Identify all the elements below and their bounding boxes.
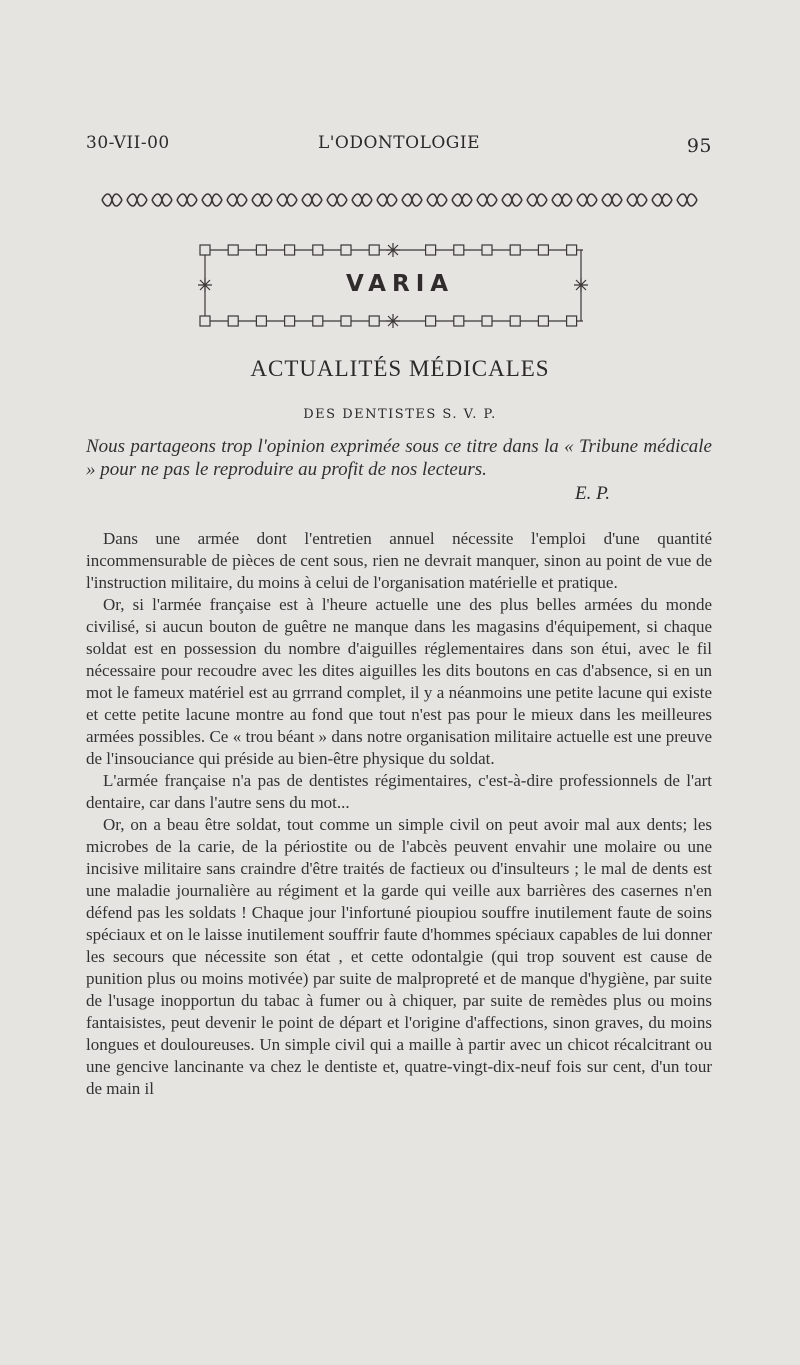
ornament-knot <box>227 194 247 206</box>
ornament-knot <box>202 194 222 206</box>
frame-square-motif <box>313 245 323 255</box>
running-head <box>86 133 712 159</box>
ornament-knot <box>627 194 647 206</box>
frame-square-motif <box>341 316 351 326</box>
ornament-knot <box>527 194 547 206</box>
ornament-knot <box>677 194 697 206</box>
ornament-knot <box>577 194 597 206</box>
frame-square-motif <box>200 316 210 326</box>
frame-star-motif <box>386 243 400 257</box>
frame-square-motif <box>426 245 436 255</box>
frame-square-motif <box>567 245 577 255</box>
ornament-knot <box>302 194 322 206</box>
frame-square-motif <box>285 245 295 255</box>
paragraph: Dans une armée dont l'entretien annuel nécessite l'emploi d'une quantité incommensurable de pièces de cent sous, rien ne devrait manquer, sinon au point de vue de l'instruction militaire, du moins à celui de l'organisation matérielle et pratique. <box>86 529 712 592</box>
ornament-knot <box>602 194 622 206</box>
frame-star-motif <box>386 314 400 328</box>
ornament-knot <box>177 194 197 206</box>
paragraph: Or, on a beau être soldat, tout comme un simple civil on peut avoir mal aux dents; les microbes de la carie, de la périostite ou de l'abcès peuvent envahir une molaire ou une incisive militaire sans craindre d'être traités de factieux ou d'insulteurs ; le mal de dents est une maladie journalière au régiment et la garde qui veille aux barrières des casernes n'en défend pas les soldats ! Chaque jour l'infortuné pioupiou souffre inutilement faute de soins spéciaux et on le laisse inutilement souffrir faute d'hommes spéciaux capables de lui donner les secours que nécessite son état , et cette odontalgie (qui trop souvent est cause de punition plus ou moins motivée) par suite de malpropreté et de manque d'hygiène, par suite de l'usage inopportun du tabac à fumer ou à chiquer, par suite de remèdes plus ou moins fantaisistes, peut devenir le point de départ et l'origine d'affections, sinon graves, du moins longues et douloureuses. Un simple civil qui a maille à partir avec un chicot récalcitrant ou une gencive lancinante va chez le dentiste et, quatre-vingt-dix-neuf fois sur cent, d'un tour de main il <box>86 815 712 1098</box>
ornament-knot <box>377 194 397 206</box>
frame-square-motif <box>426 316 436 326</box>
ornament-knot <box>277 194 297 206</box>
article-subtitle: DES DENTISTES S. V. P. <box>303 407 497 422</box>
ornament-knot <box>502 194 522 206</box>
issue-date: 30-VII-00 <box>86 133 170 153</box>
paragraph: Or, si l'armée française est à l'heure actuelle une des plus belles armées du monde civilisé, si aucun bouton de guêtre ne manque dans les magasins d'équipement, si chaque soldat est en possession du nombre d'aiguilles réglementaires dans son étui, avec le fil nécessaire pour recoudre avec les dites aiguilles les dits boutons en cas d'absence, si en un mot le fameux matériel est au grrrand complet, il y a néanmoins une petite lacune qui existe et cette petite lacune montre au fond que tout n'est pas pour le mieux dans les meilleures armées possibles. Ce « trou béant » dans notre organisation militaire actuelle est une preuve de l'insouciance qui préside au bien-être physique du soldat. <box>86 595 712 768</box>
frame-square-motif <box>538 316 548 326</box>
frame-square-motif <box>285 316 295 326</box>
frame-square-motif <box>200 245 210 255</box>
ornament-knot <box>127 194 147 206</box>
ornament-knot <box>102 194 122 206</box>
frame-square-motif <box>228 245 238 255</box>
frame-square-motif <box>256 316 266 326</box>
ornament-band <box>100 190 706 210</box>
journal-name: L'ODONTOLOGIE <box>317 133 481 153</box>
frame-square-motif <box>482 245 492 255</box>
ornament-knot <box>252 194 272 206</box>
ornament-knot <box>352 194 372 206</box>
varia-title: VARIA <box>345 271 455 297</box>
ornament-knot <box>452 194 472 206</box>
ornament-knot <box>402 194 422 206</box>
ornament-knot <box>477 194 497 206</box>
frame-square-motif <box>510 245 520 255</box>
frame-square-motif <box>341 245 351 255</box>
ornament-knot <box>152 194 172 206</box>
frame-square-motif <box>313 316 323 326</box>
ornament-knot <box>427 194 447 206</box>
ornament-knot <box>552 194 572 206</box>
frame-square-motif <box>369 316 379 326</box>
ornament-knot <box>652 194 672 206</box>
frame-square-motif <box>567 316 577 326</box>
page-number: 95 <box>686 135 712 157</box>
editor-note: Nous partageons trop l'opinion exprimée sous ce titre dans la « Tribune médicale » pour ne pas le reproduire au profit de nos lecteurs. <box>86 436 712 480</box>
frame-square-motif <box>454 245 464 255</box>
article-body <box>86 528 712 1100</box>
ornament-knot <box>327 194 347 206</box>
section-title: ACTUALITÉS MÉDICALES <box>250 356 550 381</box>
editor-signature: E. P. <box>575 483 611 504</box>
paragraph: L'armée française n'a pas de dentistes régimentaires, c'est-à-dire professionnels de l'art dentaire, car dans l'autre sens du mot... <box>86 771 712 812</box>
frame-square-motif <box>454 316 464 326</box>
frame-square-motif <box>538 245 548 255</box>
frame-square-motif <box>369 245 379 255</box>
frame-square-motif <box>228 316 238 326</box>
frame-square-motif <box>510 316 520 326</box>
frame-square-motif <box>256 245 266 255</box>
frame-square-motif <box>482 316 492 326</box>
